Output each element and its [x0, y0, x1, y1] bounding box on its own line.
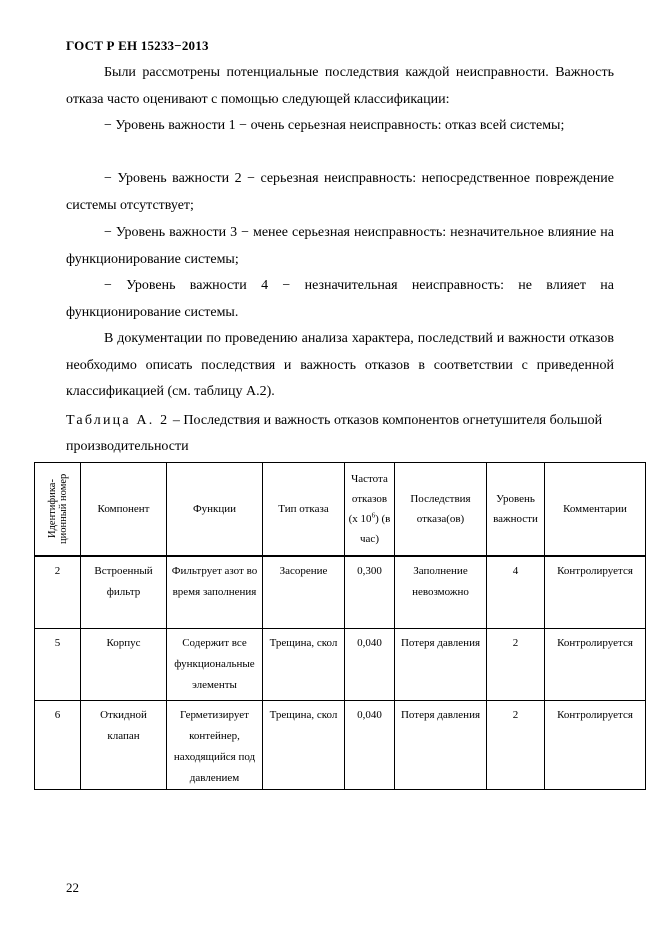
- cell-failure-rate: 0,300: [345, 556, 395, 629]
- cell-failure-type: Трещина, скол: [263, 629, 345, 701]
- cell-severity: 2: [487, 629, 545, 701]
- header-id: Идентифика-ционный номер: [35, 463, 81, 557]
- header-function: Функции: [167, 463, 263, 557]
- cell-function: Фильтрует азот во время заполнения: [167, 556, 263, 629]
- table-caption-text: – Последствия и важность отказов компонентов огнетушителя большой производительности: [66, 413, 603, 454]
- cell-severity: 4: [487, 556, 545, 629]
- table-caption: [66, 408, 626, 460]
- standard-header: ГОСТ Р ЕН 15233−2013: [66, 38, 209, 53]
- severity-level-3: − Уровень важности 3 − менее серьезная неисправность: незначительное влияние на функционирование системы;: [66, 225, 614, 267]
- cell-id: 5: [35, 629, 81, 701]
- cell-comments: Контролируется: [545, 629, 646, 701]
- page-number: 22: [66, 880, 79, 895]
- cell-comments: Контролируется: [545, 701, 646, 790]
- cell-component: Встроенный фильтр: [81, 556, 167, 629]
- header-component: Компонент: [81, 463, 167, 557]
- failure-effects-table: [34, 462, 646, 790]
- intro-paragraph: Были рассмотрены потенциальные последствия каждой неисправности. Важность отказа часто оценивают с помощью следующей классификации:: [66, 65, 614, 107]
- table-header-row: [35, 463, 646, 557]
- table-row: [35, 701, 646, 790]
- cell-id: 6: [35, 701, 81, 790]
- header-severity: Уровень важности: [487, 463, 545, 557]
- cell-consequences: Потеря давления: [395, 701, 487, 790]
- cell-consequences: Заполнение невозможно: [395, 556, 487, 629]
- cell-id: 2: [35, 556, 81, 629]
- severity-level-4: − Уровень важности 4 − незначительная неисправность: не влияет на функционирование системы.: [66, 278, 614, 320]
- table-row: [35, 629, 646, 701]
- conclusion-paragraph: В документации по проведению анализа характера, последствий и важности отказов необходимо описать последствия и важность отказов в соответствии с приведенной классификацией (см. таблицу А.2).: [66, 331, 614, 399]
- header-failure-type: Тип отказа: [263, 463, 345, 557]
- severity-level-1: − Уровень важности 1 − очень серьезная неисправность: отказ всей системы;: [104, 118, 565, 133]
- cell-consequences: Потеря давления: [395, 629, 487, 701]
- cell-component: Откидной клапан: [81, 701, 167, 790]
- cell-function: Герметизирует контейнер, находящийся под давлением: [167, 701, 263, 790]
- header-comments: Комментарии: [545, 463, 646, 557]
- table-row: [35, 556, 646, 629]
- table-caption-label: Таблица А. 2: [66, 413, 170, 428]
- cell-failure-type: Засорение: [263, 556, 345, 629]
- header-consequences: Последствия отказа(ов): [395, 463, 487, 557]
- cell-failure-type: Трещина, скол: [263, 701, 345, 790]
- cell-failure-rate: 0,040: [345, 629, 395, 701]
- cell-comments: Контролируется: [545, 556, 646, 629]
- cell-failure-rate: 0,040: [345, 701, 395, 790]
- severity-level-2: − Уровень важности 2 − серьезная неисправность: непосредственное повреждение системы отсутствует;: [66, 171, 614, 213]
- header-failure-rate: Частота отказов (х $10^6$) (в час): [345, 463, 395, 557]
- cell-function: Содержит все функциональные элементы: [167, 629, 263, 701]
- cell-component: Корпус: [81, 629, 167, 701]
- cell-severity: 2: [487, 701, 545, 790]
